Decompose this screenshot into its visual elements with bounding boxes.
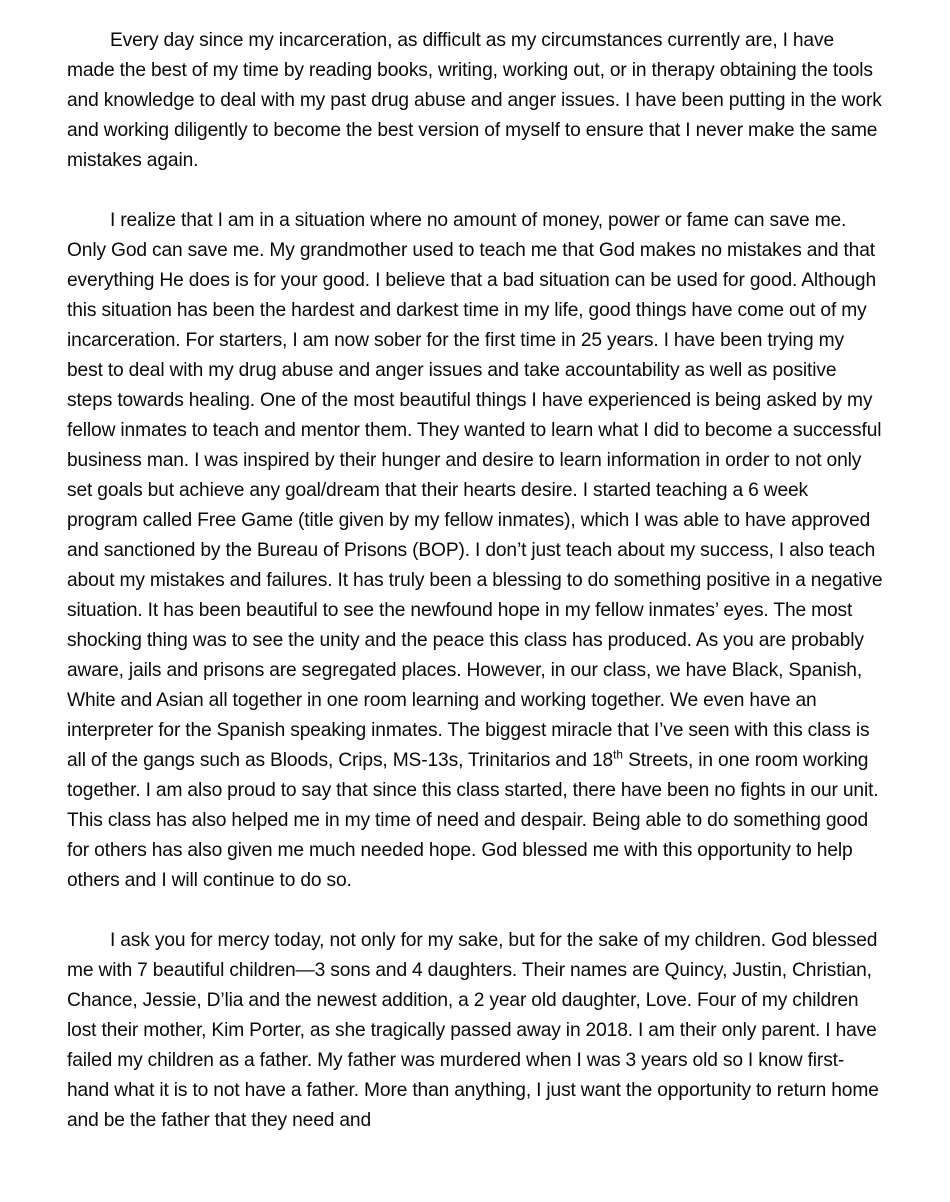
- paragraph-2: [67, 206, 883, 896]
- paragraph-3: I ask you for mercy today, not only for my sake, but for the sake of my children. God blessed me with 7 beautiful children—3 sons and 4 daughters. Their names are Quincy, Justin, Christian, Chance, Jessie, D’lia and the newest addition, a 2 year old daughter, Love. Four of my children lost their mother, Kim Porter, as she tragically passed away in 2018. I am their only parent. I have failed my children as a father. My father was murdered when I was 3 years old so I know first-hand what it is to not have a father. More than anything, I just want the opportunity to return home and be the father that they need and: [67, 930, 879, 1131]
- document-body: [67, 26, 883, 1136]
- ordinal-superscript-th: th: [613, 747, 624, 762]
- paragraph-2-text-before-superscript: I realize that I am in a situation where no amount of money, power or fame can save me. Only God can save me. My grandmother used to teach me that God makes no mistakes and that everything He does is for your good. I believe that a bad situation can be used for good. Although this situation has been the hardest and darkest time in my life, good things have come out of my incarceration. For starters, I am now sober for the first time in 25 years. I have been trying my best to deal with my drug abuse and anger issues and take accountability as well as positive steps towards healing. One of the most beautiful things I have experienced is being asked by my fellow inmates to teach and mentor them. They wanted to learn what I did to become a successful business man. I was inspired by their hunger and desire to learn information in order to not only set goals but achieve any goal/dream that their hearts desire. I started teaching a 6 week program called Free Game (title given by my fellow inmates), which I was able to have approved and sanctioned by the Bureau of Prisons (BOP). I don’t just teach about my success, I also teach about my mistakes and failures. It has truly been a blessing to do something positive in a negative situation. It has been beautiful to see the newfound hope in my fellow inmates’ eyes. The most shocking thing was to see the unity and the peace this class has produced. As you are probably aware, jails and prisons are segregated places. However, in our class, we have Black, Spanish, White and Asian all together in one room learning and working together. We even have an interpreter for the Spanish speaking inmates. The biggest miracle that I’ve seen with this class is all of the gangs such as Bloods, Crips, MS-13s, Trinitarios and 18: [67, 210, 883, 771]
- paragraph-2-text-after-superscript: Streets, in one room working together. I am also proud to say that since this class started, there have been no fights in our unit. This class has also helped me in my time of need and despair. Being able to do something good for others has also given me much needed hope. God blessed me with this opportunity to help others and I will continue to do so.: [67, 750, 879, 891]
- paragraph-1: Every day since my incarceration, as difficult as my circumstances currently are, I have made the best of my time by reading books, writing, working out, or in therapy obtaining the tools and knowledge to deal with my past drug abuse and anger issues. I have been putting in the work and working diligently to become the best version of myself to ensure that I never make the same mistakes again.: [67, 30, 882, 171]
